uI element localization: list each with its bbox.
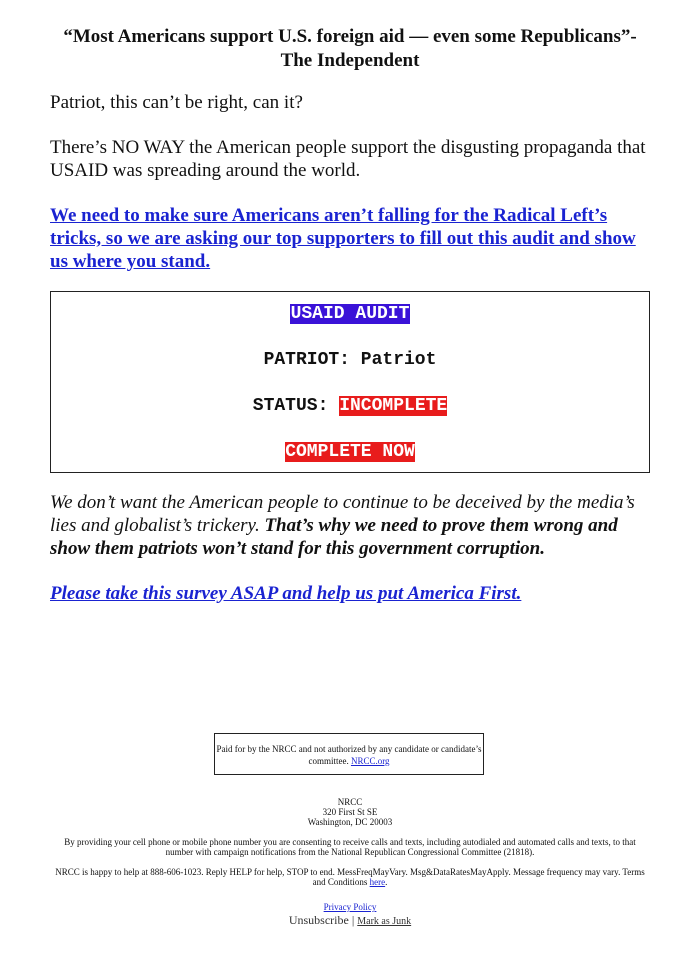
- patriot-label: PATRIOT:: [263, 350, 350, 370]
- complete-row: [51, 441, 649, 463]
- unsubscribe-link[interactable]: Unsubscribe: [288, 913, 349, 927]
- disclaimer-text: Paid for by the NRCC and not authorized by any candidate or candidate’s committee.: [216, 744, 482, 766]
- help-text: NRCC is happy to help at 888-606-1023. Reply HELP for help, STOP to end. MessFreqMayVary. Msg&DataRatesMayApply. Message frequency may vary. Terms and Conditions: [55, 867, 645, 887]
- unsubscribe-row: [50, 913, 650, 929]
- audit-cta-paragraph: [50, 204, 650, 273]
- patriot-value: Patriot: [360, 350, 437, 370]
- audit-cta-link[interactable]: We need to make sure Americans aren’t falling for the Radical Left’s tricks, so we are asking our top supporters to fill out this audit and show us where you stand.: [50, 205, 636, 272]
- footer-address: [50, 797, 650, 827]
- body-text: There’s NO WAY the American people support the disgusting propaganda that USAID was spreading around the world.: [50, 137, 646, 181]
- complete-now-button[interactable]: COMPLETE NOW: [285, 442, 415, 462]
- separator: |: [351, 913, 355, 927]
- closing-paragraph: [50, 491, 650, 560]
- survey-link[interactable]: Please take this survey ASAP and help us put America First.: [50, 583, 522, 604]
- paid-for-disclaimer: [214, 733, 484, 775]
- audit-box: [50, 291, 650, 473]
- consent-text: By providing your cell phone or mobile phone number you are consenting to receive calls and texts, including autodialed and automated calls and texts, to that number with campaign notifications from the National Republican Congressional Committee (21818).: [64, 837, 636, 857]
- audit-title-row: [51, 303, 649, 325]
- address-city: Washington, DC 20003: [307, 817, 393, 827]
- privacy-row: [50, 902, 650, 912]
- closing-italic: We don’t want the American people to continue to be deceived by the media’s lies and globalist’s trickery.: [50, 492, 635, 536]
- status-badge: INCOMPLETE: [339, 396, 448, 416]
- mark-as-junk-link[interactable]: Mark as Junk: [357, 916, 412, 927]
- final-paragraph: [50, 582, 650, 605]
- status-label: STATUS:: [252, 396, 329, 416]
- headline: “Most Americans support U.S. foreign aid — even some Republicans”- The Independent: [63, 26, 637, 71]
- greeting: Patriot, this can’t be right, can it?: [50, 92, 303, 113]
- terms-link[interactable]: here: [369, 877, 386, 887]
- privacy-policy-link[interactable]: Privacy Policy: [323, 902, 377, 912]
- address-street: 320 First St SE: [322, 807, 378, 817]
- patriot-row: [51, 349, 649, 371]
- closing-bold: That’s why we need to prove them wrong and show them patriots won’t stand for this government corruption.: [50, 515, 618, 559]
- help-paragraph: NRCC is happy to help at 888-606-1023. Reply HELP for help, STOP to end. MessFreqMayVary. Msg&DataRatesMayApply. Message frequency may vary. Terms and Conditions here.: [55, 867, 645, 887]
- audit-title: USAID AUDIT: [290, 304, 410, 324]
- nrcc-link[interactable]: NRCC.org: [350, 756, 390, 766]
- address-org: NRCC: [337, 797, 363, 807]
- status-row: [51, 395, 649, 417]
